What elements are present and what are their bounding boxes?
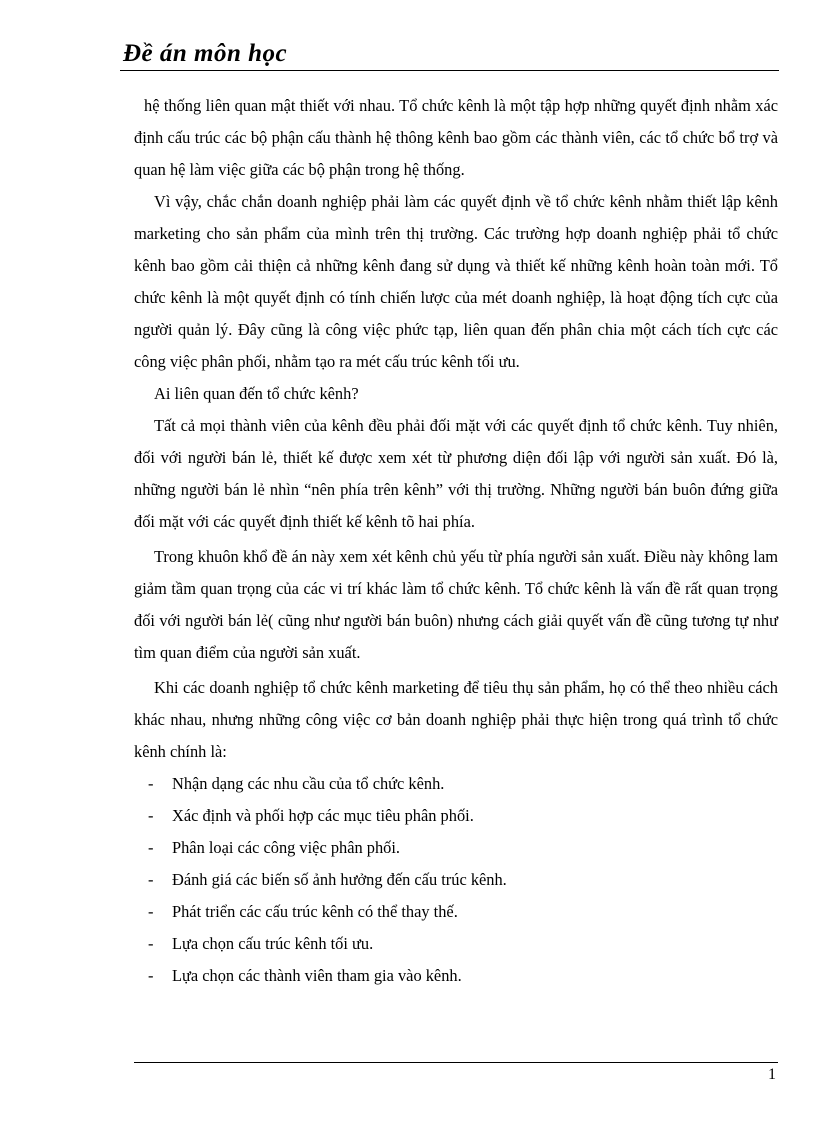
task-list: [134, 768, 778, 992]
list-item: [134, 864, 778, 896]
bullet-dash: -: [148, 902, 154, 921]
list-item: [134, 832, 778, 864]
footer-divider: [134, 1062, 778, 1063]
list-item-text: Xác định và phối hợp các mục tiêu phân phối.: [172, 806, 474, 825]
list-item-text: Lựa chọn các thành viên tham gia vào kênh.: [172, 966, 462, 985]
list-item: [134, 768, 778, 800]
paragraph: Trong khuôn khổ đề án này xem xét kênh chủ yếu từ phía người sản xuất. Điều này không lam giảm tầm quan trọng của các vi trí khác làm tổ chức kênh. Tổ chức kênh là vấn đề rất quan trọng đối với người bán lẻ( cũng như người bán buôn) nhưng cách giải quyết vấn đề cũng tương tự như tìm quan điểm của người sản xuất.: [134, 547, 778, 662]
page-header-title: Đề án môn học: [123, 40, 288, 67]
bullet-dash: -: [148, 934, 154, 953]
paragraph: hệ thống liên quan mật thiết với nhau. Tổ chức kênh là một tập hợp những quyết định nhằm xác định cấu trúc các bộ phận cấu thành hệ thông kênh bao gồm các thành viên, các tổ chức bổ trợ và quan hệ làm việc giữa các bộ phận trong hệ thống.: [134, 96, 778, 179]
paragraph: Khi các doanh nghiệp tổ chức kênh marketing để tiêu thụ sản phẩm, họ có thể theo nhiều cách khác nhau, nhưng những công việc cơ bản doanh nghiệp phải thực hiện trong quá trình tổ chức kênh chính là:: [134, 678, 778, 761]
page-number: 1: [768, 1066, 776, 1083]
list-item-text: Đánh giá các biến số ảnh hưởng đến cấu trúc kênh.: [172, 870, 507, 889]
list-item: [134, 800, 778, 832]
list-item-text: Nhận dạng các nhu cầu của tổ chức kênh.: [172, 774, 445, 793]
list-item-text: Phát triển các cấu trúc kênh có thể thay thế.: [172, 902, 458, 921]
list-item-text: Lựa chọn cấu trúc kênh tối ưu.: [172, 934, 374, 953]
document-body: [134, 90, 778, 992]
list-item-text: Phân loại các công việc phân phối.: [172, 838, 401, 857]
list-item: [134, 928, 778, 960]
paragraph: Tất cả mọi thành viên của kênh đều phải đối mặt với các quyết định tổ chức kênh. Tuy nhiên, đối với người bán lẻ, thiết kế được xem xét từ phương diện đối lập với người sản xuất. Đó là, những người bán lẻ nhìn “nên phía trên kênh” với thị trường. Những người bán buôn đứng giữa đối mặt với các quyết định thiết kế kênh tõ hai phía.: [134, 416, 778, 531]
bullet-dash: -: [148, 838, 154, 857]
bullet-dash: -: [148, 806, 154, 825]
bullet-dash: -: [148, 966, 154, 985]
bullet-dash: -: [148, 774, 154, 793]
list-item: [134, 960, 778, 992]
header-divider: [120, 70, 779, 71]
paragraph: Vì vậy, chắc chắn doanh nghiệp phải làm các quyết định về tổ chức kênh nhằm thiết lập kênh marketing cho sản phẩm của mình trên thị trường. Các trường hợp doanh nghiệp phải tổ chức kênh bao gồm cải thiện cả những kênh đang sử dụng và thiết kế những kênh hoàn toàn mới. Tổ chức kênh là một quyết định có tính chiến lược của mét doanh nghiệp, là hoạt động tích cực của người quản lý. Đây cũng là công việc phức tạp, liên quan đến phân chia một cách tích cực các công việc phân phối, nhằm tạo ra mét cấu trúc kênh tối ưu.: [134, 192, 778, 371]
paragraph-question: Ai liên quan đến tổ chức kênh?: [154, 384, 359, 403]
list-item: [134, 896, 778, 928]
bullet-dash: -: [148, 870, 154, 889]
